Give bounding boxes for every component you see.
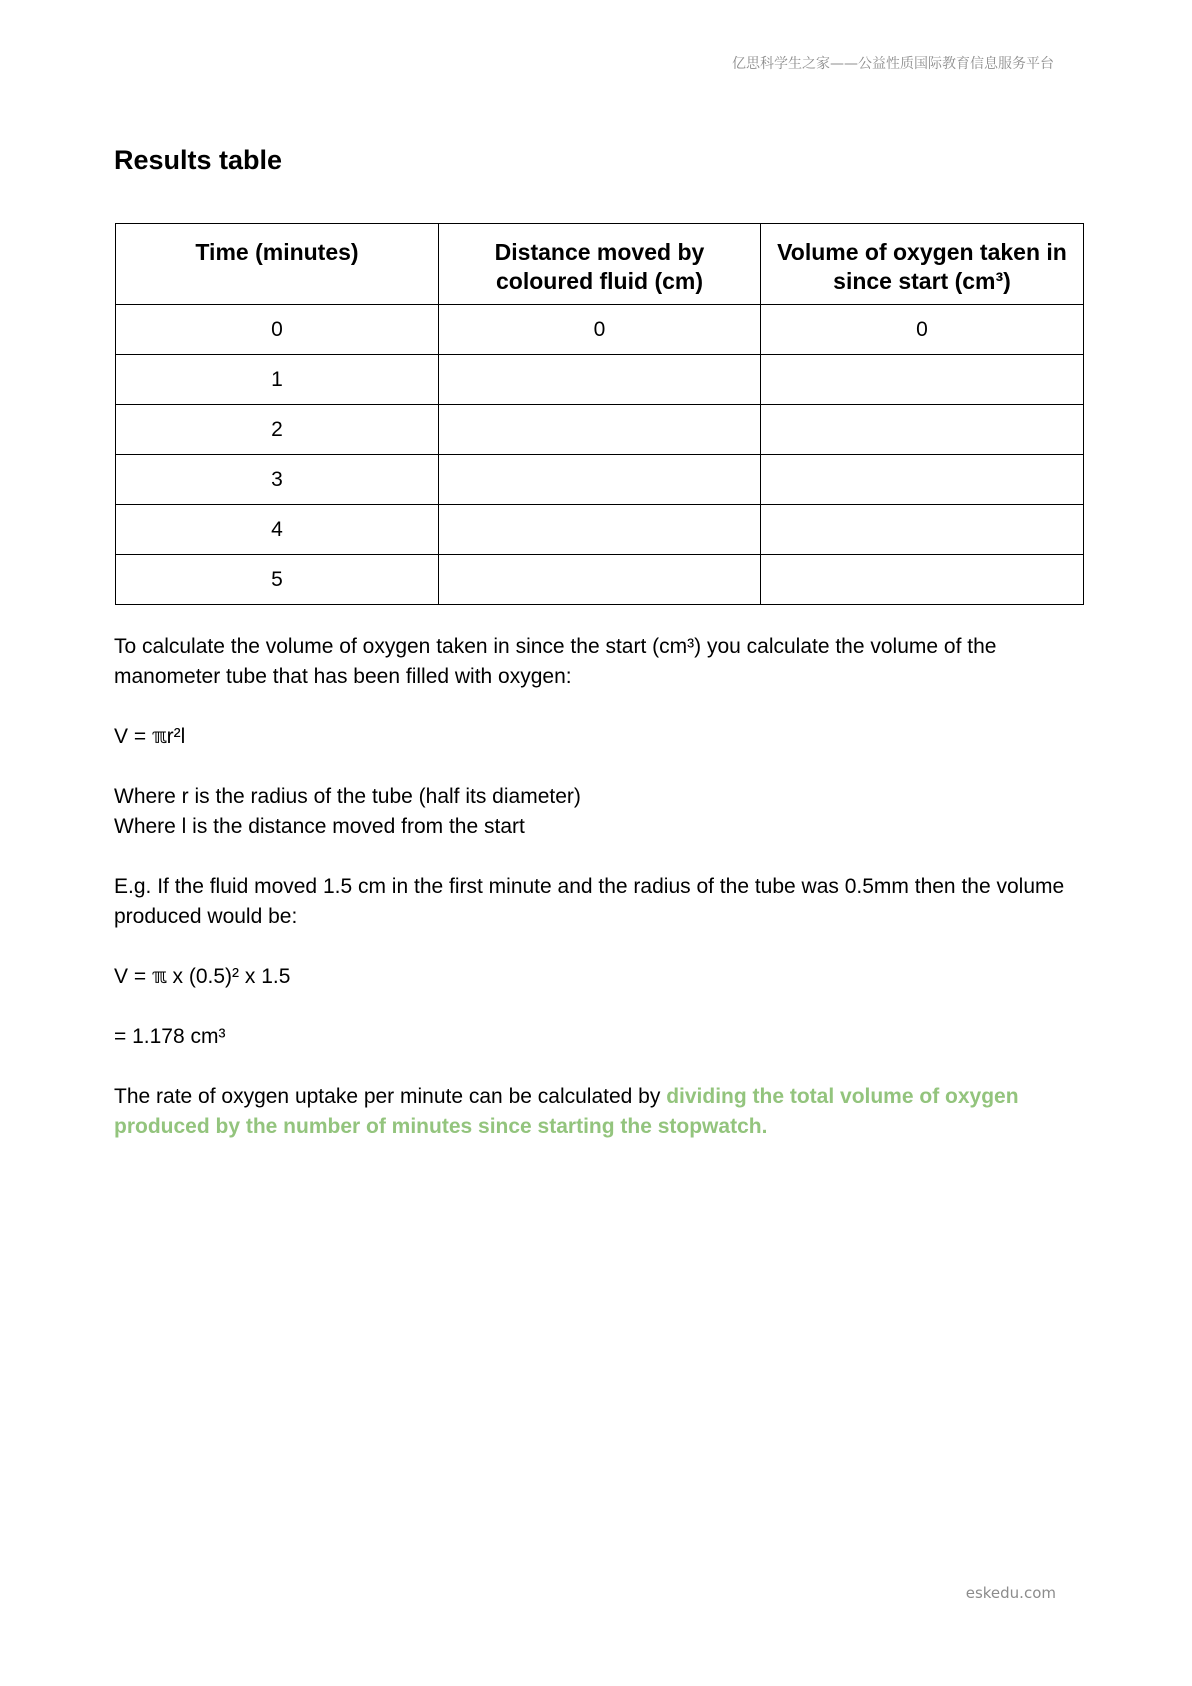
cell-distance: 0 (439, 305, 761, 355)
column-header-volume: Volume of oxygen taken in since start (cm³) (761, 224, 1084, 305)
table-row (116, 505, 1084, 555)
example-formula: V = ℼ x (0.5)² x 1.5 (114, 965, 291, 988)
column-header-time: Time (minutes) (116, 224, 439, 305)
table-row (116, 555, 1084, 605)
table-row (116, 455, 1084, 505)
example-result: = 1.178 cm³ (114, 1025, 226, 1048)
cell-time: 4 (116, 505, 439, 555)
cell-volume (761, 355, 1084, 405)
column-header-distance: Distance moved by coloured fluid (cm) (439, 224, 761, 305)
length-definition: Where l is the distance moved from the start (114, 815, 525, 838)
cell-volume (761, 555, 1084, 605)
cell-volume (761, 405, 1084, 455)
cell-time: 3 (116, 455, 439, 505)
volume-formula: V = ℼr²l (114, 725, 186, 748)
cell-volume (761, 505, 1084, 555)
cell-time: 1 (116, 355, 439, 405)
cell-distance (439, 355, 761, 405)
cell-time: 5 (116, 555, 439, 605)
header-watermark: 亿思科学生之家——公益性质国际教育信息服务平台 (732, 56, 1054, 72)
table-row (116, 405, 1084, 455)
results-table (115, 223, 1084, 605)
cell-time: 2 (116, 405, 439, 455)
table-row (116, 355, 1084, 405)
rate-paragraph (114, 1082, 1084, 1142)
cell-volume (761, 455, 1084, 505)
page-title: Results table (114, 145, 283, 175)
cell-distance (439, 455, 761, 505)
cell-volume: 0 (761, 305, 1084, 355)
footer-site: eskedu.com (965, 1584, 1056, 1602)
rate-text: The rate of oxygen uptake per minute can be calculated by (114, 1085, 667, 1108)
table-header-row (116, 224, 1084, 305)
cell-time: 0 (116, 305, 439, 355)
cell-distance (439, 405, 761, 455)
cell-distance (439, 505, 761, 555)
example-paragraph: E.g. If the fluid moved 1.5 cm in the first minute and the radius of the tube was 0.5mm then the volume produced would be: (114, 875, 1065, 928)
rate-highlight: dividing the total volume of oxygen produced by the number of minutes since starting the stopwatch. (114, 1085, 1019, 1138)
explanation-text (114, 632, 1084, 1172)
radius-definition: Where r is the radius of the tube (half its diameter) (114, 785, 581, 808)
table-row (116, 305, 1084, 355)
intro-paragraph: To calculate the volume of oxygen taken in since the start (cm³) you calculate the volume of the manometer tube that has been filled with oxygen: (114, 635, 997, 688)
cell-distance (439, 555, 761, 605)
